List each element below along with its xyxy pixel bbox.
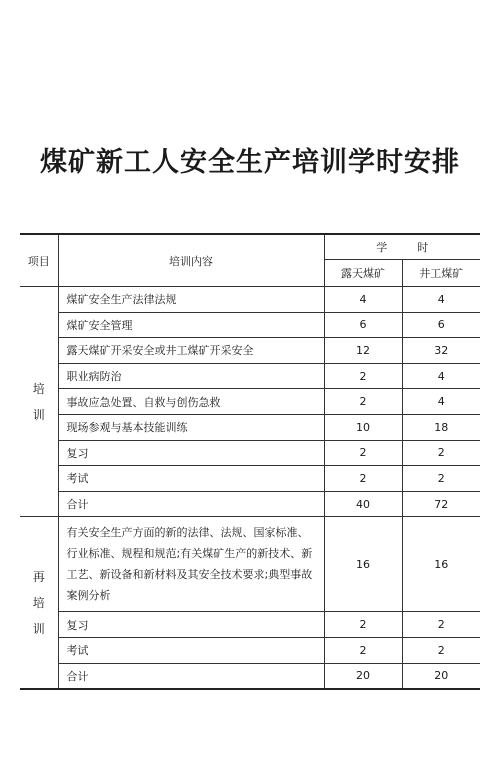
row-underground: 32 <box>402 338 480 364</box>
header-underground: 井工煤矿 <box>402 260 480 287</box>
row-open-pit: 2 <box>324 466 402 492</box>
row-underground: 20 <box>402 663 480 689</box>
row-underground: 2 <box>402 637 480 663</box>
row-content: 合计 <box>58 491 324 517</box>
row-content: 合计 <box>58 663 324 689</box>
row-underground: 2 <box>402 466 480 492</box>
training-hours-table <box>20 233 480 690</box>
row-open-pit: 2 <box>324 612 402 638</box>
table-row <box>20 389 480 415</box>
row-content: 事故应急处置、自救与创伤急救 <box>58 389 324 415</box>
group-label-retraining: 再 培 训 <box>20 517 58 689</box>
row-open-pit: 2 <box>324 440 402 466</box>
row-content: 现场参观与基本技能训练 <box>58 414 324 440</box>
row-open-pit: 40 <box>324 491 402 517</box>
row-open-pit: 12 <box>324 338 402 364</box>
row-content: 煤矿安全生产法律法规 <box>58 287 324 313</box>
row-content: 考试 <box>58 466 324 492</box>
row-open-pit: 20 <box>324 663 402 689</box>
row-content: 职业病防治 <box>58 363 324 389</box>
table-row <box>20 466 480 492</box>
table-row <box>20 612 480 638</box>
row-open-pit: 2 <box>324 363 402 389</box>
row-content: 露天煤矿开采安全或井工煤矿开采安全 <box>58 338 324 364</box>
row-underground: 18 <box>402 414 480 440</box>
row-underground: 4 <box>402 363 480 389</box>
row-underground: 6 <box>402 312 480 338</box>
row-open-pit: 10 <box>324 414 402 440</box>
header-item: 项目 <box>20 234 58 287</box>
row-open-pit: 2 <box>324 389 402 415</box>
table-row <box>20 312 480 338</box>
row-content: 复习 <box>58 440 324 466</box>
row-underground: 2 <box>402 612 480 638</box>
row-content: 有关安全生产方面的新的法律、法规、国家标准、行业标准、规程和规范;有关煤矿生产的新技术、新工艺、新设备和新材料及其安全技术要求;典型事故案例分析 <box>58 517 324 612</box>
page-title: 煤矿新工人安全生产培训学时安排 <box>40 147 460 178</box>
row-open-pit: 4 <box>324 287 402 313</box>
row-underground: 4 <box>402 287 480 313</box>
table-row <box>20 338 480 364</box>
table-row-total <box>20 663 480 689</box>
row-underground: 16 <box>402 517 480 612</box>
row-underground: 2 <box>402 440 480 466</box>
table-row-total <box>20 491 480 517</box>
table-row <box>20 440 480 466</box>
table-row <box>20 637 480 663</box>
group-label-training: 培 训 <box>20 287 58 517</box>
table-row <box>20 517 480 612</box>
table-row <box>20 414 480 440</box>
row-content: 煤矿安全管理 <box>58 312 324 338</box>
header-content: 培训内容 <box>58 234 324 287</box>
row-underground: 4 <box>402 389 480 415</box>
header-open-pit: 露天煤矿 <box>324 260 402 287</box>
header-hours: 学时 <box>324 234 480 260</box>
row-open-pit: 2 <box>324 637 402 663</box>
row-content: 复习 <box>58 612 324 638</box>
row-open-pit: 16 <box>324 517 402 612</box>
row-open-pit: 6 <box>324 312 402 338</box>
table-row <box>20 363 480 389</box>
row-underground: 72 <box>402 491 480 517</box>
row-content: 考试 <box>58 637 324 663</box>
table-row <box>20 287 480 313</box>
